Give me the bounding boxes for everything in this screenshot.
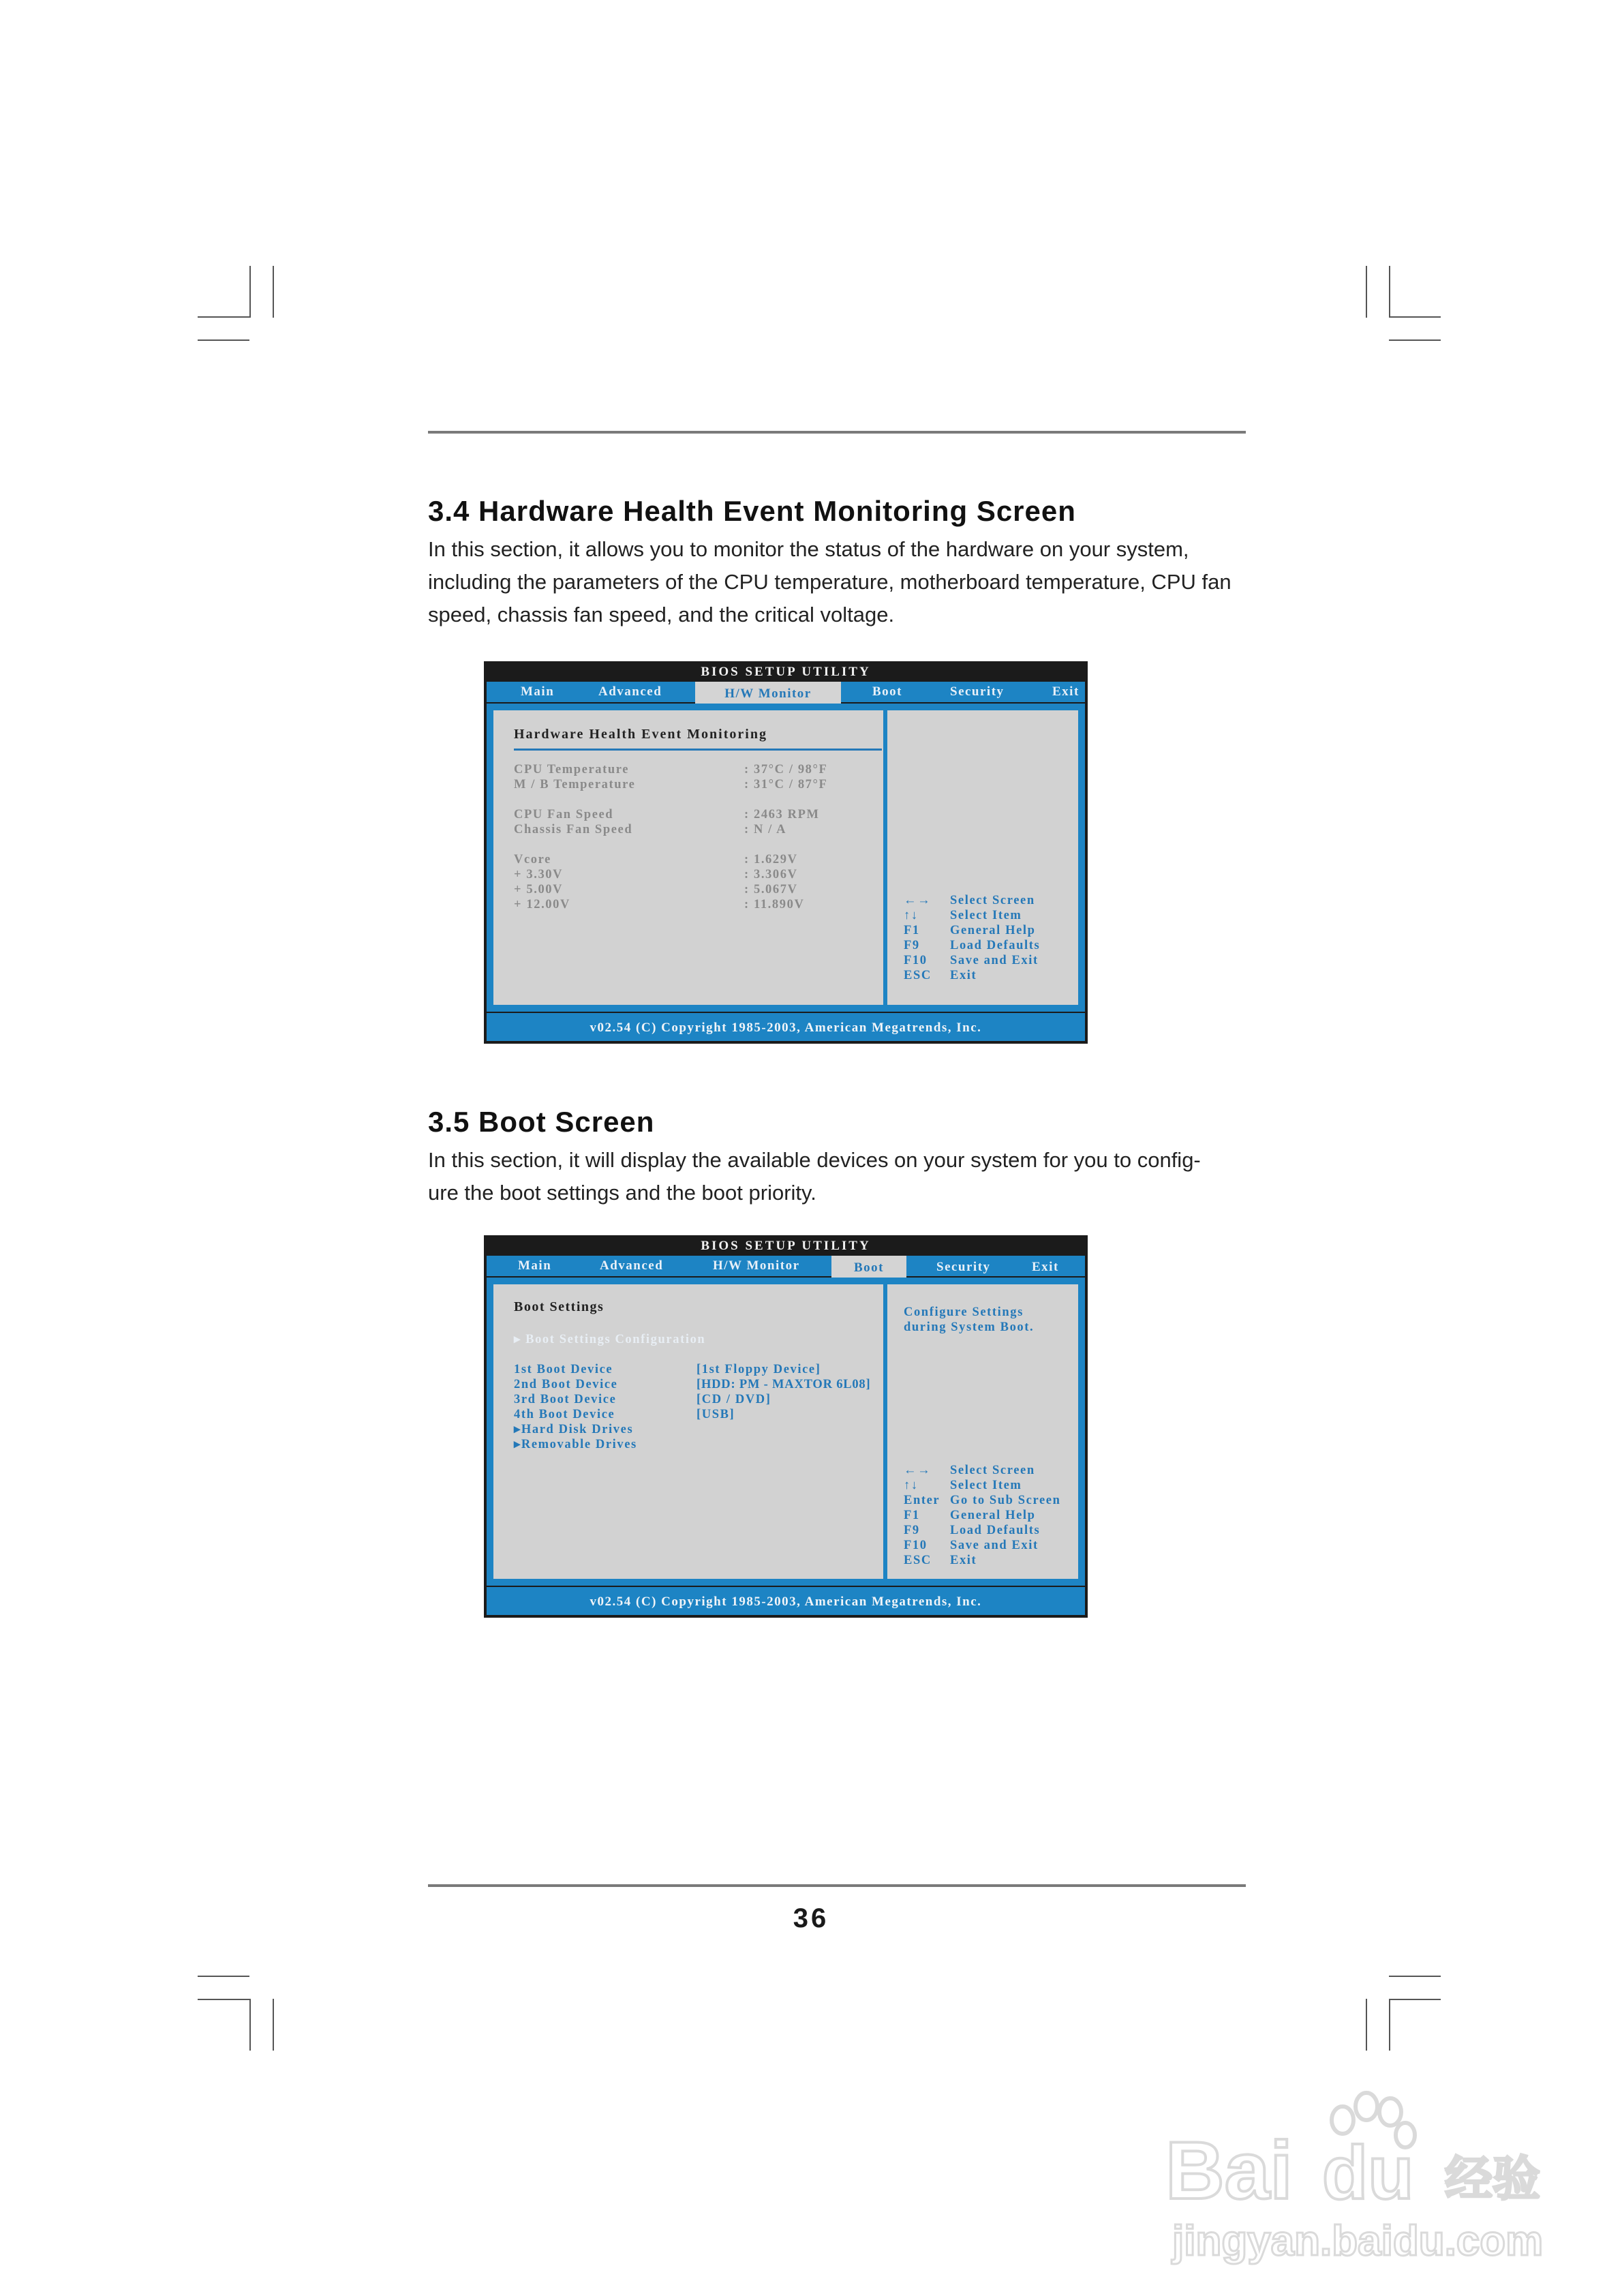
tab-advanced[interactable]: Advanced (598, 684, 662, 699)
bios-footer: v02.54 (C) Copyright 1985-2003, American Megatrends, Inc. (487, 1587, 1085, 1615)
crop-mark (1389, 1976, 1441, 1977)
key-hint: ←→ (904, 1464, 932, 1477)
panel-title: Boot Settings (514, 1299, 605, 1314)
key-hint: ↑↓ (904, 1479, 919, 1492)
key-hint-desc: Select Item (950, 1479, 1022, 1492)
key-hint: Enter (904, 1494, 940, 1507)
bios-tab-bar (487, 1256, 1085, 1276)
crop-mark (1389, 266, 1390, 318)
crop-mark (1389, 339, 1441, 341)
crop-mark (198, 1976, 249, 1977)
crop-mark (249, 1999, 251, 2051)
key-hint: F10 (904, 1539, 928, 1552)
crop-mark (1389, 1999, 1390, 2051)
key-hint: F10 (904, 954, 928, 967)
help-panel (887, 1284, 1078, 1579)
baidu-watermark-logo (1159, 2072, 1567, 2277)
tab-hw-monitor[interactable]: H/W Monitor (695, 682, 841, 704)
section-paragraph (428, 1144, 1246, 1209)
key-hint-desc: Exit (950, 1554, 977, 1567)
svg-text:Bai: Bai (1165, 2125, 1293, 2216)
bios-body (487, 704, 1085, 1012)
crop-mark (198, 316, 249, 318)
key-hint-desc: Save and Exit (950, 1539, 1039, 1552)
bios-footer: v02.54 (C) Copyright 1985-2003, American Megatrends, Inc. (487, 1013, 1085, 1041)
key-hint: ←→ (904, 894, 932, 907)
help-panel (887, 710, 1078, 1005)
key-hint: ↑↓ (904, 909, 919, 922)
key-hint: ESC (904, 1554, 932, 1567)
section-heading: 3.4 Hardware Health Event Monitoring Screen (428, 495, 1076, 527)
paragraph-line: ure the boot settings and the boot priority. (428, 1181, 816, 1205)
key-hint-desc: Exit (950, 969, 977, 982)
key-hint-desc: Select Screen (950, 1464, 1035, 1477)
submenu-arrow-icon: ▸ (514, 1438, 521, 1451)
bios-tab-bar (487, 682, 1085, 702)
key-hint-desc: Load Defaults (950, 1524, 1041, 1537)
submenu-arrow-icon: ▸ (514, 1423, 521, 1436)
key-hint-desc: Save and Exit (950, 954, 1039, 967)
tab-exit[interactable]: Exit (1032, 1260, 1059, 1274)
page-number: 36 (793, 1903, 829, 1933)
tab-boot[interactable]: Boot (831, 1256, 906, 1278)
bios-body (487, 1278, 1085, 1586)
key-hint-desc: Go to Sub Screen (950, 1494, 1061, 1507)
panel-title: Hardware Health Event Monitoring (514, 727, 767, 742)
tab-exit[interactable]: Exit (1052, 684, 1080, 699)
paragraph-line: speed, chassis fan speed, and the critical voltage. (428, 603, 895, 626)
key-hint-desc: General Help (950, 1509, 1036, 1522)
key-hint: ESC (904, 969, 932, 982)
crop-mark (273, 266, 274, 318)
crop-mark (1389, 316, 1441, 318)
bios-screen-hw-monitor (484, 661, 1088, 1044)
paragraph-line: including the parameters of the CPU temperature, motherboard temperature, CPU fan (428, 570, 1231, 594)
settings-panel: Hardware Health Event Monitoring CPU Temperature : 37°C / 98°F M / B Temperature : 31°C / 87°F CPU Fan Speed : 2463 RPM Chassis Fan Speed : N / A Vcore : 1.629V + 3.30V : 3.306V + 5.00V : 5.067V + 12.00V : 11.890V (493, 710, 883, 1005)
submenu-hard-disk-drives[interactable]: ▸Hard Disk Drives (514, 1423, 634, 1436)
tab-security[interactable]: Security (936, 1260, 991, 1274)
key-hint: F1 (904, 924, 920, 937)
tab-security[interactable]: Security (950, 684, 1005, 699)
bios-title: BIOS SETUP UTILITY (701, 1239, 871, 1253)
tab-main[interactable]: Main (521, 684, 555, 699)
crop-mark (273, 1999, 274, 2051)
key-hint: F9 (904, 1524, 920, 1537)
title-underline (514, 749, 882, 751)
tab-boot[interactable]: Boot (872, 684, 902, 699)
svg-text:jingyan.baidu.com: jingyan.baidu.com (1172, 2218, 1544, 2265)
submenu-arrow-icon: ▸ (514, 1333, 526, 1346)
section-paragraph (428, 533, 1246, 631)
submenu-removable-drives[interactable]: ▸Removable Drives (514, 1438, 637, 1451)
crop-mark (1366, 266, 1367, 318)
submenu-boot-settings-config[interactable]: ▸ Boot Settings Configuration (514, 1333, 706, 1346)
crop-mark (198, 1999, 249, 2000)
section-heading: 3.5 Boot Screen (428, 1106, 655, 1138)
header-rule (428, 431, 1246, 434)
crop-mark (1389, 1999, 1441, 2000)
key-hint-desc: Load Defaults (950, 939, 1041, 952)
svg-text:du: du (1322, 2131, 1414, 2215)
footer-rule (428, 1884, 1246, 1887)
key-hint-desc: General Help (950, 924, 1036, 937)
key-hint-desc: Select Screen (950, 894, 1035, 907)
svg-text:经验: 经验 (1445, 2151, 1540, 2207)
tab-main[interactable]: Main (518, 1258, 552, 1273)
help-text: during System Boot. (904, 1320, 1035, 1334)
bios-title: BIOS SETUP UTILITY (701, 665, 871, 679)
key-hint: F1 (904, 1509, 920, 1522)
key-hint-desc: Select Item (950, 909, 1022, 922)
crop-mark (198, 339, 249, 341)
paragraph-line: In this section, it allows you to monitor the status of the hardware on your system, (428, 537, 1189, 561)
key-hint: F9 (904, 939, 920, 952)
crop-mark (1366, 1999, 1367, 2051)
crop-mark (249, 266, 251, 318)
tab-hw-monitor[interactable]: H/W Monitor (713, 1258, 800, 1273)
settings-panel: Boot Settings ▸ Boot Settings Configuration 1st Boot Device [1st Floppy Device] 2nd Boot Device [HDD: PM - MAXTOR 6L08] 3rd Boot Device [CD / DVD] 4th Boot Device [USB] ▸Hard Disk Drives ▸Removable Drives (493, 1284, 883, 1579)
paragraph-line: In this section, it will display the available devices on your system for you to config- (428, 1148, 1201, 1172)
help-text: Configure Settings (904, 1305, 1024, 1319)
bios-screen-boot (484, 1235, 1088, 1618)
tab-advanced[interactable]: Advanced (600, 1258, 664, 1273)
